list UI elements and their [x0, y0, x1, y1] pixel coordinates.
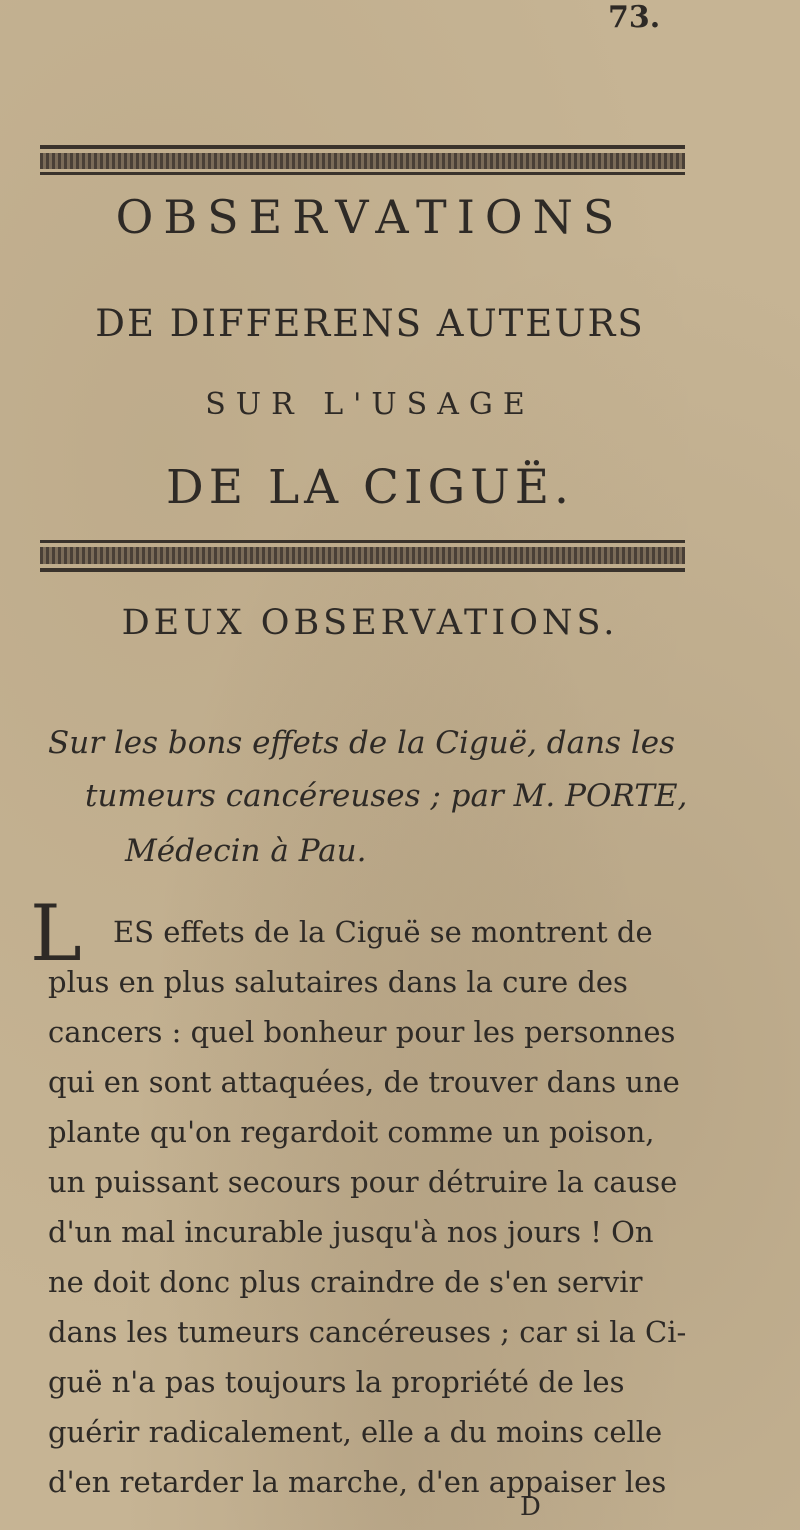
catchword: D [520, 1492, 541, 1522]
body-line: ES effets de la Ciguë se montrent de [113, 915, 653, 949]
subtitle-line-3: DE LA CIGUË. [166, 460, 574, 515]
body-line: d'en retarder la marche, d'en appaiser les [48, 1465, 667, 1499]
body-line: plante qu'on regardoit comme un poison, [48, 1115, 655, 1149]
body-line: cancers : quel bonheur pour les personnes [48, 1015, 676, 1049]
drop-cap: L [30, 889, 82, 979]
subtitle-line-2: SUR L'USAGE [205, 387, 535, 422]
body-line: guérir radicalement, elle a du moins celle [48, 1415, 663, 1449]
italic-summary-line-3: Médecin à Pau. [125, 833, 367, 869]
page-number: 73. [608, 0, 661, 35]
body-line: guë n'a pas toujours la propriété de les [48, 1365, 625, 1399]
body-line: qui en sont attaquées, de trouver dans une [48, 1065, 680, 1099]
section-heading: DEUX OBSERVATIONS. [121, 603, 619, 643]
ornamental-rule-middle [40, 540, 685, 572]
body-line: d'un mal incurable jusqu'à nos jours ! On [48, 1215, 654, 1249]
body-line: ne doit donc plus craindre de s'en servir [48, 1265, 643, 1299]
ornamental-rule-top [40, 145, 685, 175]
italic-summary-line-2: tumeurs cancéreuses ; par M. PORTE, [85, 778, 688, 814]
body-line: dans les tumeurs cancéreuses ; car si la Ci- [48, 1315, 687, 1349]
page-title: OBSERVATIONS [115, 190, 625, 244]
italic-summary-line-1: Sur les bons effets de la Ciguë, dans les [48, 725, 676, 761]
body-line: plus en plus salutaires dans la cure des [48, 965, 628, 999]
subtitle-line-1: DE DIFFERENS AUTEURS [95, 302, 645, 345]
body-line: un puissant secours pour détruire la cause [48, 1165, 678, 1199]
